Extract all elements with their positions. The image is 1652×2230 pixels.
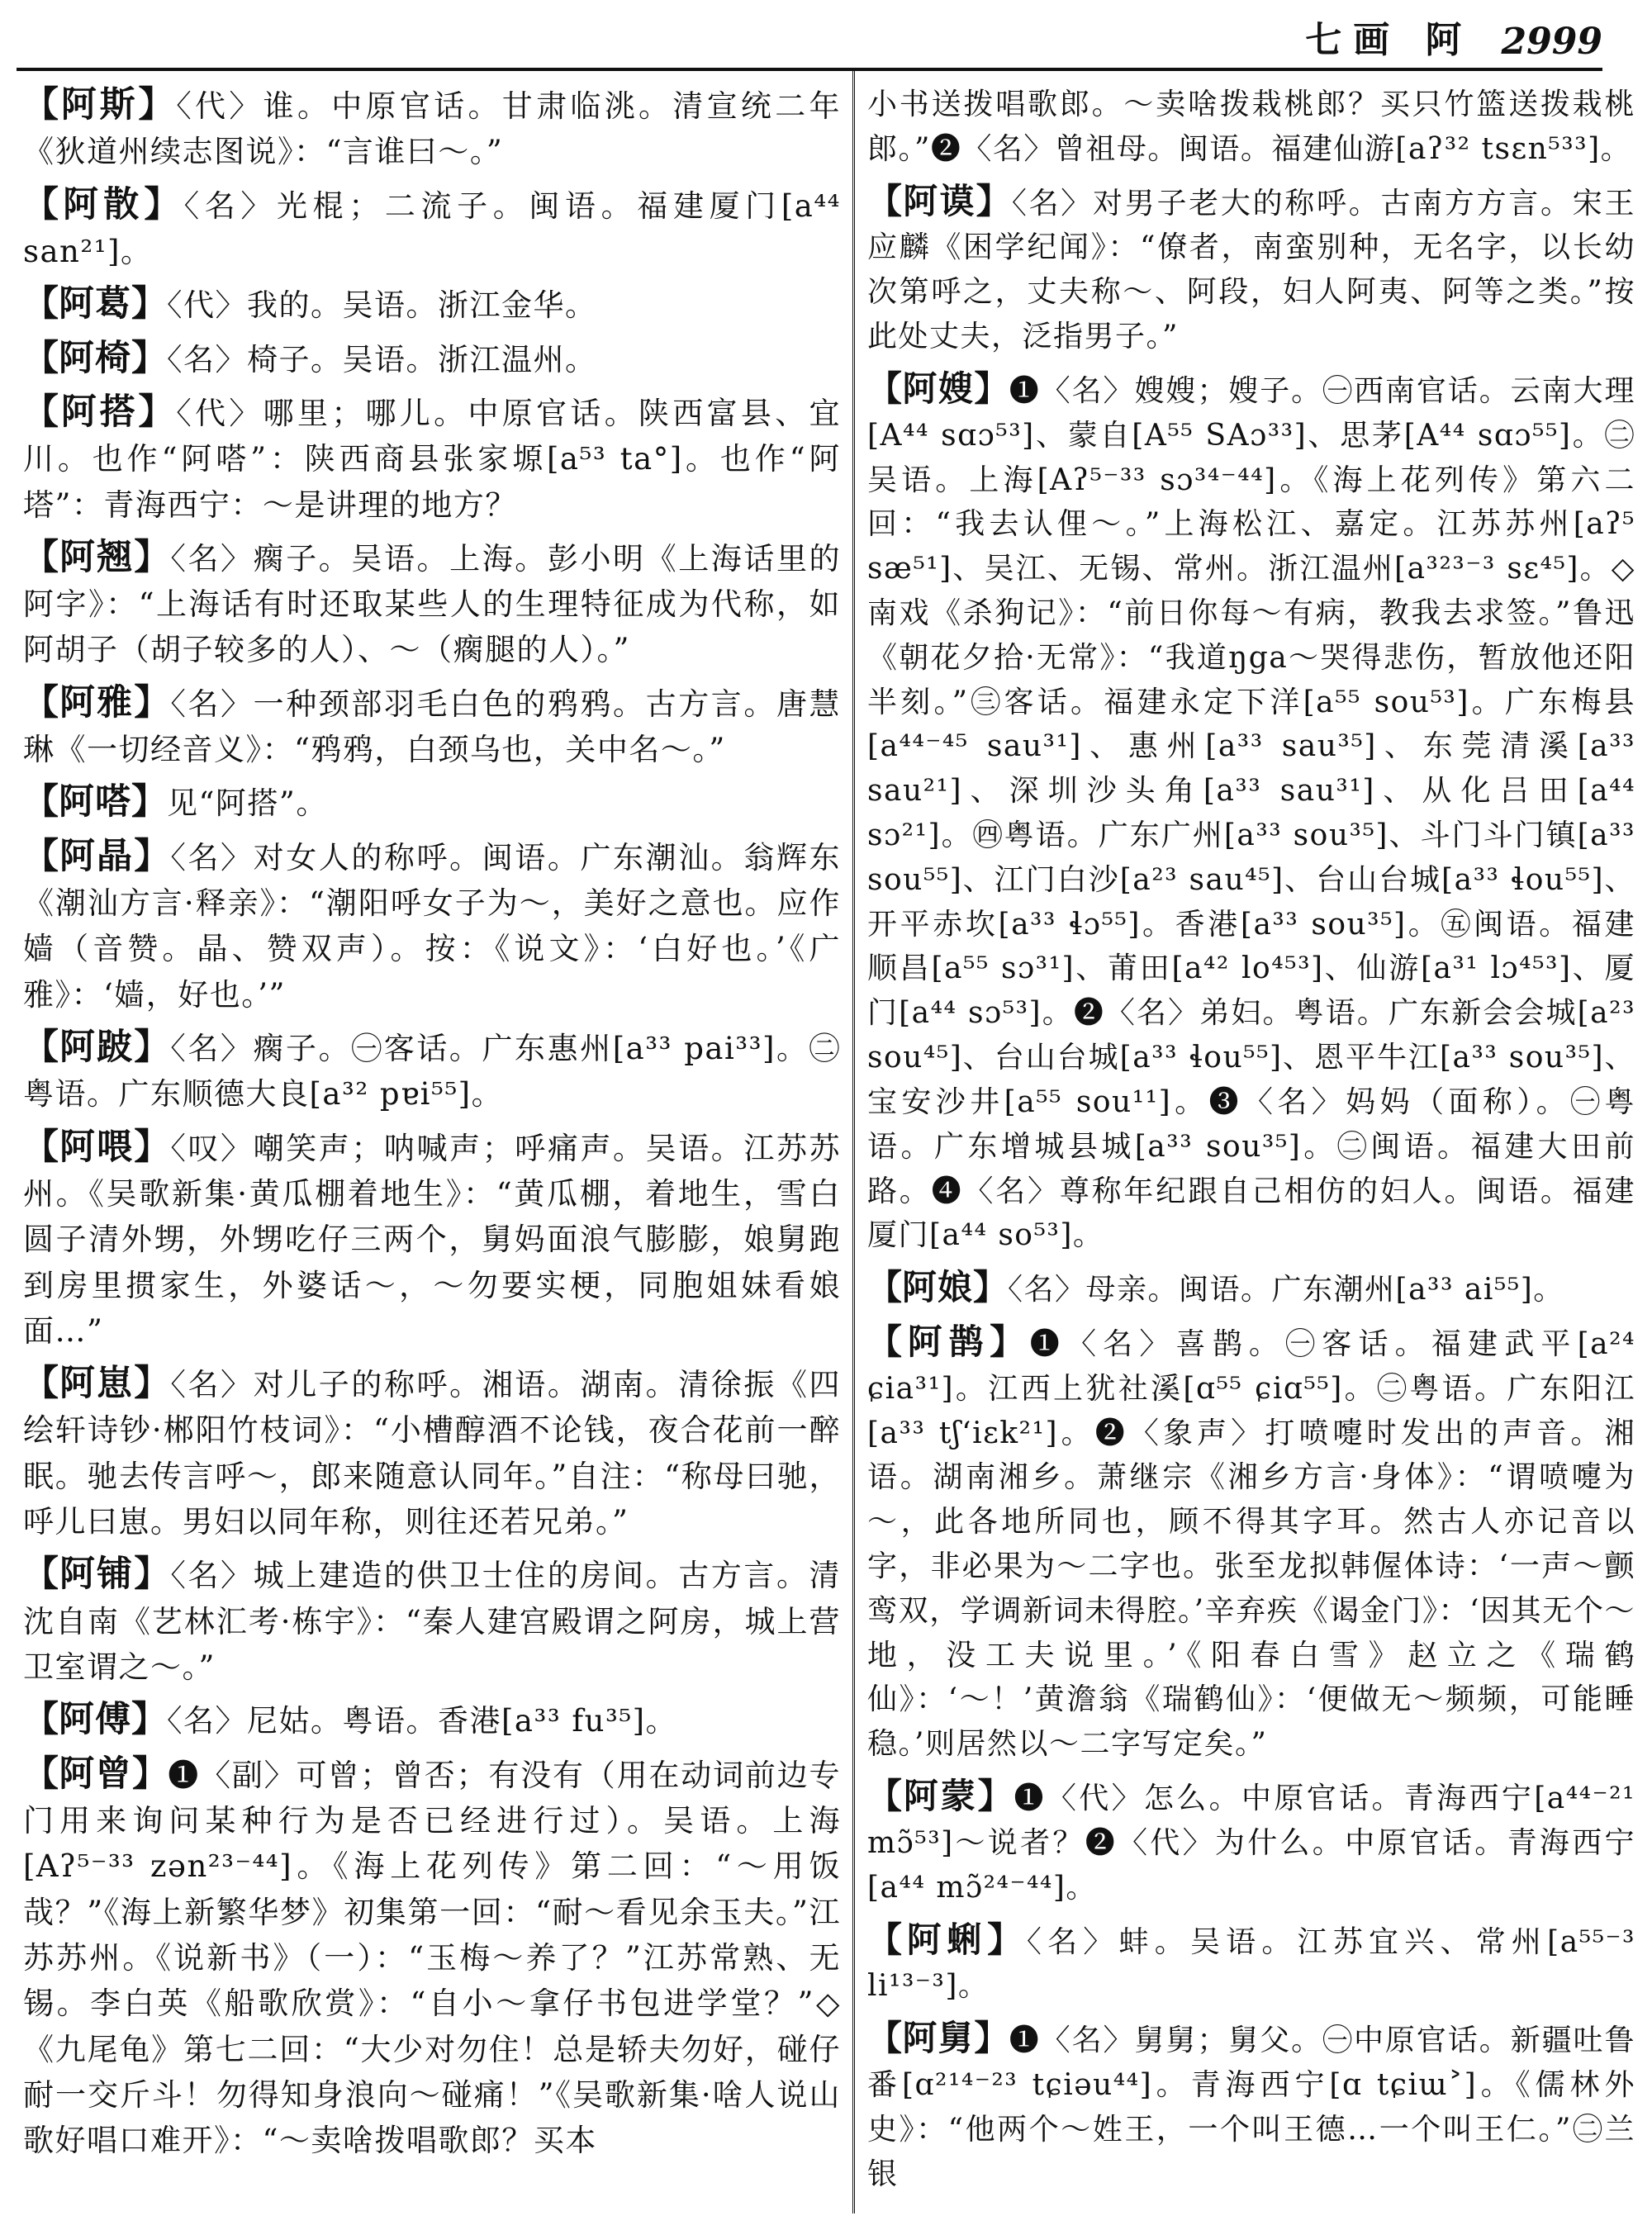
headword-bracket-close: 】 [134,536,171,578]
headword-bracket-open: 【 [867,180,904,221]
headword-bracket-close: 】 [974,2018,1009,2059]
headword-bracket-close: 】 [977,1776,1014,1817]
headword-bracket-close: 】 [131,1753,169,1795]
headword-bracket-open: 【 [867,2018,903,2059]
headword-bracket-close: 】 [134,1026,171,1068]
entry-headword: 阿嗒 [59,781,131,823]
header-rule [17,68,1602,71]
headword-bracket-close: 】 [138,84,177,126]
dictionary-entry [23,183,841,275]
headword-bracket-open: 【 [23,1026,60,1068]
entry-definition: ❶〈名〉喜鹊。㊀客话。福建武平[a²⁴ ɕia³¹]。江西上犹社溪[ɑ⁵⁵ ɕiɑ⁵⁵]。㊁粤语。广东阳江[a³³ tʃ‘iɛk²¹]。❷〈象声〉打喷嚏时发出的声音。湘语。湖南湘乡。萧继宗《湘乡方言·身体》：“谓喷嚏为～，此各地所同也，顾不得其字耳。然古人亦记音以字，非必果为～二字也。张至龙拟韩偓体诗：‘一声～颤鸾双，学调新词未得腔。’辛弃疾《谒金门》：‘因其无个～地，没工夫说里。’《阳春白雪》赵立之《瑞鹤仙》：‘～！’黄澹翁《瑞鹤仙》：‘便做无～频频，可能睡稳。’则居然以～二字写定矣。” [867,1326,1635,1762]
headword-bracket-open: 【 [23,84,61,126]
headword-bracket-close: 】 [131,1699,167,1741]
headword-bracket-close: 】 [134,1126,171,1168]
headword-bracket-open: 【 [23,781,59,823]
entry-definition: ❶〈名〉嫂嫂；嫂子。㊀西南官话。云南大理[A⁴⁴ sɑɔ⁵³]、蒙自[A⁵⁵ SAɔ³³]、思茅[A⁴⁴ sɑɔ⁵⁵]。㊁吴语。上海[Aʔ⁵⁻³³ sɔ³⁴⁻⁴⁴]。《海上花列传》第六二回：“我去认俚～。”上海松江、嘉定。江苏苏州[aʔ⁵ sæ⁵¹]、吴江、无锡、常州。浙江温州[a³²³⁻³ sɛ⁴⁵]。◇南戏《杀狗记》：“前日你每～有病，教我去求签。”鲁迅《朝花夕拾·无常》：“我道ŋga～哭得悲伤，暂放他还阳半刻。”㊂客话。福建永定下洋[a⁵⁵ sou⁵³]。广东梅县[a⁴⁴⁻⁴⁵ sau³¹]、惠州[a³³ sau³⁵]、东莞清溪[a³³ sau²¹]、深圳沙头角[a³³ sau³¹]、从化吕田[a⁴⁴ sɔ²¹]。㊃粤语。广东广州[a³³ sou³⁵]、斗门斗门镇[a³³ sou⁵⁵]、江门白沙[a²³ sau⁴⁵]、台山台城[a³³ ɬou⁵⁵]、开平赤坎[a³³ ɬɔ⁵⁵]。香港[a³³ sou³⁵]。㊄闽语。福建顺昌[a⁵⁵ sɔ³¹]、莆田[a⁴² lo⁴⁵³]、仙游[a³¹ lɔ⁴⁵³]、厦门[a⁴⁴ sɔ⁵³]。❷〈名〉弟妇。粤语。广东新会会城[a²³ sou⁴⁵]、台山台城[a³³ ɬou⁵⁵]、恩平牛江[a³³ sou³⁵]、宝安沙井[a⁵⁵ sou¹¹]。❸〈名〉妈妈（面称）。㊀粤语。广东增城县城[a³³ sou³⁵]。㊁闽语。福建大田前路。❹〈名〉尊称年纪跟自己相仿的妇人。闽语。福建厦门[a⁴⁴ so⁵³]。 [867,373,1635,1253]
entry-headword: 阿铺 [59,1554,135,1596]
entry-headword: 阿跛 [59,1026,135,1068]
entry-headword: 阿娘 [902,1267,974,1308]
dictionary-entry [23,1697,841,1744]
entry-headword: 阿曾 [59,1753,132,1795]
entry-definition: 〈名〉母亲。闽语。广东潮州[a³³ ai⁵⁵]。 [1008,1273,1564,1307]
entry-definition: 〈叹〉嘲笑声；呐喊声；呼痛声。吴语。江苏苏州。《吴歌新集·黄瓜棚着地生》：“黄瓜棚，着地生，雪白圆子清外甥，外甥吃仔三两个，舅妈面浪气膨膨，娘舅跑到房里掼家生，外婆话～，～勿要实梗，同胞姐妹看娘面…” [23,1130,842,1349]
entry-definition: ❶〈名〉舅舅；舅父。㊀中原官话。新疆吐鲁番[ɑ²¹⁴⁻²³ tɕiəu⁴⁴]。青海西宁[ɑ tɕiɯ˃]。《儒林外史》：“他两个～姓王，一个叫王德…一个叫王仁。”㊁兰银 [867,2024,1635,2191]
dictionary-entry [23,282,841,328]
entry-definition: 〈代〉哪里；哪儿。中原官话。陕西富县、宜川。也作“阿嗒”：陕西商县张家塬[a⁵³ ta°]。也作“阿塔”：青海西宁：～是讲理的地方？ [23,395,842,523]
entry-headword: 阿崽 [59,1363,135,1405]
entry-definition: 〈名〉一种颈部羽毛白色的鸦鸦。古方言。唐慧琳《一切经音义》：“鸦鸦，白颈乌也，关中名～。” [23,686,842,768]
headword-bracket-open: 【 [23,536,60,578]
entry-definition: 〈名〉城上建造的供卫士住的房间。古方言。清沈自南《艺林汇考·栋宇》：“秦人建宫殿谓之阿房，城上营卫室谓之～。” [23,1558,842,1685]
headword-bracket-close: 】 [134,1363,171,1405]
headword-bracket-close: 】 [144,183,184,225]
headword-bracket-open: 【 [867,1919,907,1960]
entry-headword: 阿晶 [59,835,135,877]
entry-definition: 〈名〉对男子老大的称呼。古南方方言。宋王应麟《困学纪闻》：“僚者，南蛮别种，无名字，以长幼次第呼之，丈夫称～、阿段，妇人阿夷、阿等之类。”按此处丈夫，泛指男子。” [867,186,1635,354]
entry-definition: 〈名〉对儿子的称呼。湘语。湖南。清徐振《四绘轩诗钞·郴阳竹枝词》：“小槽醇酒不论钱，夜合花前一醉眠。驰去传言呼～，郎来随意认同年。”自注：“称母曰驰，呼儿曰崽。男妇以同年称，则往还若兄弟。” [23,1367,842,1540]
entry-headword: 阿鹊 [907,1321,990,1362]
dictionary-entry [23,83,841,175]
entry-headword: 阿蒙 [903,1776,978,1817]
headword-bracket-close: 】 [973,1267,1009,1308]
dictionary-entry [23,1552,841,1690]
entry-headword: 阿椅 [59,337,131,379]
headword-bracket-close: 】 [987,1919,1027,1960]
headword-bracket-open: 【 [23,391,61,433]
headword-bracket-close: 】 [976,180,1012,221]
headword-bracket-open: 【 [23,183,64,225]
headword-bracket-open: 【 [23,283,59,325]
entry-headword: 阿舅 [902,2018,975,2059]
page-header [1305,10,1602,63]
headword-bracket-close: 】 [131,283,167,325]
dictionary-entry [23,834,841,1018]
entry-headword: 阿翘 [59,536,135,578]
headword-bracket-open: 【 [23,1699,59,1741]
dictionary-entry [867,1265,1635,1312]
headword-bracket-open: 【 [23,835,60,877]
dictionary-entry [23,535,841,673]
entry-definition: 〈名〉瘸子。吴语。上海。彭小明《上海话里的阿字》：“上海话有时还取某些人的生理特征成为代称，如阿胡子（胡子较多的人）、～（瘸腿的人）。” [23,540,842,668]
headword-bracket-open: 【 [23,1554,60,1596]
entry-headword: 阿谟 [903,180,976,221]
dictionary-entry [867,83,1635,172]
entry-definition: 见“阿搭”。 [167,785,328,822]
dictionary-entry [23,1125,841,1355]
entry-headword: 阿傅 [59,1699,131,1741]
dictionary-entry [867,1320,1635,1767]
headword-bracket-open: 【 [867,1321,908,1362]
entry-definition: 〈名〉对女人的称呼。闽语。广东潮汕。翁辉东《潮汕方言·释亲》：“潮阳呼女子为～，美好之意也。应作嫱（音赞。晶、赞双声）。按：《说文》：‘白好也。’《广雅》：‘嫱，好也。’” [23,839,842,1013]
running-head: 七画 阿 [1305,19,1474,61]
column-divider [852,69,855,2213]
dictionary-entry [867,1918,1635,2009]
headword-bracket-close: 】 [134,835,171,877]
entry-headword: 阿雅 [59,681,135,724]
headword-bracket-close: 】 [131,337,167,379]
headword-bracket-close: 】 [990,1321,1030,1362]
entry-definition: 〈代〉我的。吴语。浙江金华。 [167,287,597,324]
headword-bracket-close: 】 [974,368,1009,409]
entry-definition: 〈名〉瘸子。㊀客话。广东惠州[a³³ pai³³]。㊁粤语。广东顺德大良[a³² pɐi⁵⁵]。 [23,1030,842,1113]
headword-bracket-open: 【 [23,1126,60,1168]
entry-headword: 阿喂 [59,1126,135,1168]
headword-bracket-close: 】 [138,391,177,433]
headword-bracket-open: 【 [867,368,903,409]
page-number: 2999 [1501,21,1602,63]
left-column [23,83,841,2171]
entry-headword: 阿嫂 [902,368,975,409]
headword-bracket-close: 】 [134,681,171,724]
headword-bracket-open: 【 [867,1267,903,1308]
entry-headword: 阿搭 [60,391,139,433]
entry-headword: 阿散 [63,183,145,225]
dictionary-entry [23,1025,841,1117]
headword-bracket-open: 【 [23,337,59,379]
entry-definition: 〈名〉尼姑。粤语。香港[a³³ fu³⁵]。 [167,1703,678,1739]
headword-bracket-open: 【 [23,1363,60,1405]
entry-headword: 阿蜊 [906,1919,988,1960]
entry-definition: 〈代〉谁。中原官话。甘肃临洮。清宣统二年《狄道州续志图说》：“言谁曰～。” [23,88,842,170]
headword-bracket-open: 【 [23,681,60,724]
dictionary-entry [867,367,1635,1258]
entry-definition: ❶〈代〉怎么。中原官话。青海西宁[a⁴⁴⁻²¹ mɔ̃⁵³]～说者？❷〈代〉为什么。中原官话。青海西宁[a⁴⁴ mɔ̃²⁴⁻⁴⁴]。 [867,1782,1635,1905]
entry-headword: 阿斯 [60,84,139,126]
dictionary-entry [867,2016,1635,2196]
headword-bracket-close: 】 [134,1554,171,1596]
right-column [867,83,1635,2204]
entry-definition: 〈名〉蚌。吴语。江苏宜兴、常州[a⁵⁵⁻³ li¹³⁻³]。 [867,1924,1635,2004]
dictionary-entry [23,1361,841,1544]
entry-definition: 〈名〉光棍；二流子。闽语。福建厦门[a⁴⁴ san²¹]。 [23,187,842,269]
headword-bracket-open: 【 [23,1753,59,1795]
dictionary-entry [867,1774,1635,1910]
dictionary-entry [23,336,841,382]
headword-bracket-close: 】 [131,781,167,823]
entry-definition: 小书送拨唱歌郎。～卖啥拨栽桃郎？买只竹篮送拨栽桃郎。”❷〈名〉曾祖母。闽语。福建仙游[aʔ³² tsɛn⁵³³]。 [867,88,1635,166]
entry-headword: 阿葛 [59,283,131,325]
dictionary-entry [23,681,841,773]
entry-definition: 〈名〉椅子。吴语。浙江温州。 [167,341,597,377]
dictionary-entry [23,780,841,826]
dictionary-entry [23,1752,841,2164]
entry-definition: ❶〈副〉可曾；曾否；有没有（用在动词前边专门用来询问某种行为是否已经进行过）。吴语。上海[Aʔ⁵⁻³³ zən²³⁻⁴⁴]。《海上花列传》第二回：“～用饭哉？”《海上新繁华梦》初集第一回：“耐～看见余玉夫。”江苏苏州。《说新书》（一）：“玉梅～养了？”江苏常熟、无锡。李白英《船歌欣赏》：“自小～拿仔书包进学堂？”◇《九尾龟》第七二回：“大少对勿住！总是轿夫勿好，碰仔耐一交斤斗！勿得知身浪向～碰痛！”《吴歌新集·啥人说山歌好唱口难开》：“～卖啥拨唱歌郎？买本 [23,1757,841,2159]
dictionary-entry [867,179,1635,359]
headword-bracket-open: 【 [867,1776,904,1817]
dictionary-entry [23,390,841,528]
